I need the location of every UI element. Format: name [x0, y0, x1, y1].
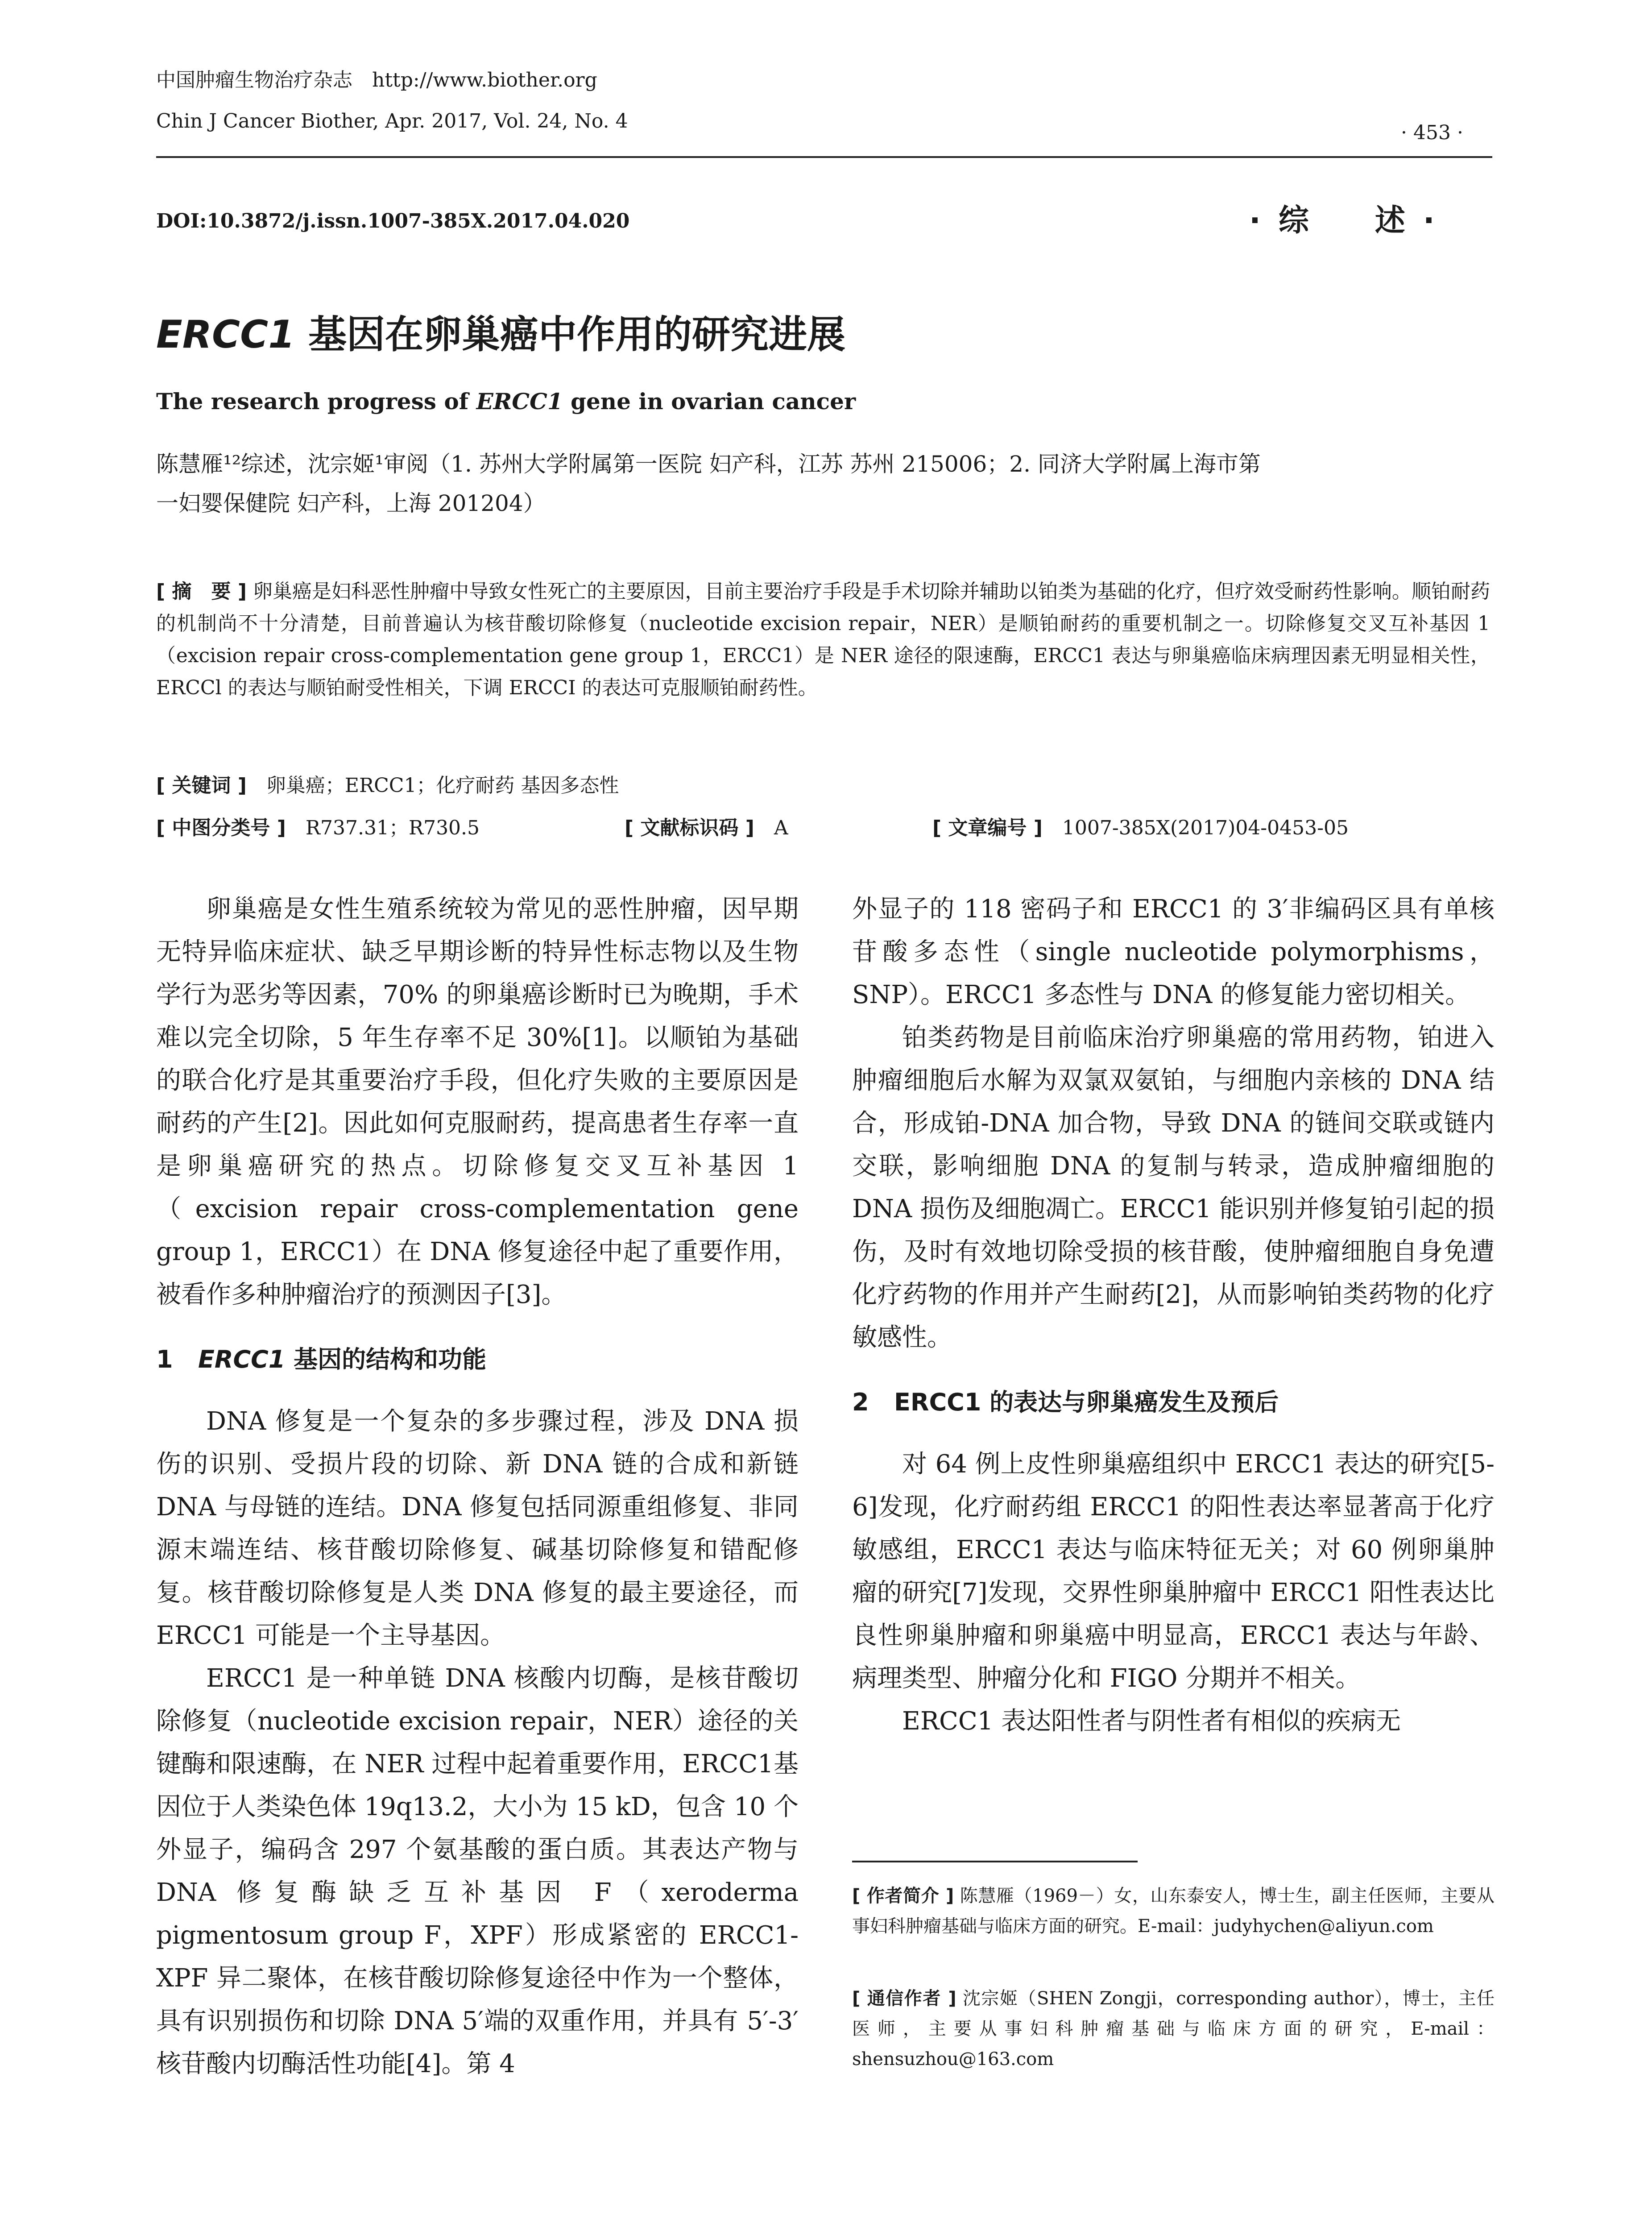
doc-code-value: A — [774, 817, 788, 839]
journal-header-en: Chin J Cancer Biother, Apr. 2017, Vol. 24, No. 4 — [156, 110, 628, 133]
en-title-gene: ERCC1 — [476, 388, 563, 415]
keywords-label: [ 关键词 ] — [156, 774, 247, 797]
clc — [156, 812, 480, 844]
page-number: · 453 · — [1401, 121, 1463, 144]
section-1-gene: ERCC1 — [198, 1345, 286, 1373]
footnote-rule — [852, 1861, 1138, 1862]
en-title-pre: The research progress of — [156, 388, 476, 415]
keywords — [156, 770, 619, 802]
doi: DOI:10.3872/j.issn.1007-385X.2017.04.020 — [156, 210, 630, 232]
abstract-text: 卵巢癌是妇科恶性肿瘤中导致女性死亡的主要原因，目前主要治疗手段是手术切除并辅助以铂类为基础的化疗，但疗效受耐药性影响。顺铂耐药的机制尚不十分清楚，目前普遍认为核苷酸切除修复（nucleotide excision repair，NER）是顺铂耐药的重要机制之一。切除修复交叉互补基因 1（excision repair cross-complementation gene group 1，ERCC1）是 NER 途径的限速酶，ERCC1 表达与卵巢癌临床病理因素无明显相关性，ERCCl 的表达与顺铂耐受性相关，下调 ERCCI 的表达可克服顺铂耐药性。 — [156, 580, 1491, 699]
abstract — [156, 576, 1490, 704]
header-rule — [156, 156, 1492, 158]
corresponding-author-text: 沈宗姬（SHEN Zongji，corresponding author），博士，主任医师，主要从事妇科肿瘤基础与临床方面的研究，E-mail：shensuzhou@163.com — [852, 1988, 1495, 2069]
article-title — [156, 303, 845, 359]
section-1-paragraph-1: DNA 修复是一个复杂的多步骤过程，涉及 DNA 损伤的识别、受损片段的切除、新 DNA 链的合成和新链 DNA 与母链的连结。DNA 修复包括同源重组修复、非同源末端连结、核苷酸切除修复、碱基切除修复和错配修复。核苷酸切除修复是人类 DNA 修复的最主要途径，而 ERCC1 可能是一个主导基因。 — [156, 1407, 799, 1650]
author-info-footnote — [852, 1881, 1495, 1941]
doc-code-label: [ 文献标识码 ] — [625, 817, 754, 839]
intro-paragraph: 卵巢癌是女性生殖系统较为常见的恶性肿瘤，因早期无特异临床症状、缺乏早期诊断的特异性标志物以及生物学行为恶劣等因素，70% 的卵巢癌诊断时已为晚期，手术难以完全切除，5 年生存率不足 30%[1]。以顺铂为基础的联合化疗是其重要治疗手段，但化疗失败的主要原因是耐药的产生[2]。因此如何克服耐药，提高患者生存率一直是卵巢癌研究的热点。切除修复交叉互补基因 1（excision repair cross-complementation gene group 1，ERCC1）在 DNA 修复途径中起了重要作用，被看作多种肿瘤治疗的预测因子[3]。 — [156, 895, 799, 1309]
clc-value: R737.31；R730.5 — [305, 817, 480, 839]
article-number-value: 1007-385X(2017)04-0453-05 — [1062, 817, 1349, 839]
authors-line-2: 一妇婴保健院 妇产科，上海 201204） — [156, 490, 546, 516]
section-1-heading — [156, 1339, 799, 1380]
corresponding-author-footnote — [852, 1983, 1495, 2074]
section-1-number: 1 — [156, 1345, 173, 1373]
right-column — [852, 888, 1495, 1743]
en-title-post: gene in ovarian cancer — [563, 388, 856, 415]
journal-header-cn: 中国肿瘤生物治疗杂志 http://www.biother.org — [156, 69, 597, 91]
section-2-number: 2 — [852, 1388, 869, 1416]
article-title-en — [156, 388, 856, 415]
section-tag: ·综 述· — [1249, 203, 1453, 238]
corresponding-author-label: [ 通信作者 ] — [852, 1988, 956, 2009]
section-2-paragraph-1: 对 64 例上皮性卵巢癌组织中 ERCC1 表达的研究[5-6]发现，化疗耐药组 ERCC1 的阳性表达率显著高于化疗敏感组，ERCC1 表达与临床特征无关；对 60 例卵巢肿瘤的研究[7]发现，交界性卵巢肿瘤中 ERCC1 阳性表达比良性卵巢肿瘤和卵巢癌中明显高，ERCC1 表达与年龄、病理类型、肿瘤分化和 FIGO 分期并不相关。 — [852, 1450, 1495, 1693]
author-info-label: [ 作者简介 ] — [852, 1886, 954, 1906]
left-column — [156, 888, 799, 2086]
authors — [156, 444, 1495, 523]
continued-paragraph: 外显子的 118 密码子和 ERCC1 的 3′非编码区具有单核苷酸多态性（single nucleotide polymorphisms，SNP）。ERCC1 多态性与 DNA 的修复能力密切相关。 — [852, 895, 1495, 1009]
doc-code — [625, 812, 788, 844]
article-number-label: [ 文章编号 ] — [932, 817, 1043, 839]
title-rest: 基因在卵巢癌中作用的研究进展 — [295, 312, 845, 357]
section-2-title: ERCC1 的表达与卵巢癌发生及预后 — [894, 1388, 1279, 1416]
section-2-paragraph-2: ERCC1 表达阳性者与阴性者有相似的疾病无 — [902, 1707, 1401, 1736]
platinum-paragraph: 铂类药物是目前临床治疗卵巢癌的常用药物，铂进入肿瘤细胞后水解为双氯双氨铂，与细胞内亲核的 DNA 结合，形成铂-DNA 加合物，导致 DNA 的链间交联或链内交联，影响细胞 DNA 的复制与转录，造成肿瘤细胞的 DNA 损伤及细胞凋亡。ERCC1 能识别并修复铂引起的损伤，及时有效地切除受损的核苷酸，使肿瘤细胞自身免遭化疗药物的作用并产生耐药[2]，从而影响铂类药物的化疗敏感性。 — [852, 1023, 1495, 1352]
section-2-heading — [852, 1382, 1495, 1422]
author-info-text: 陈慧雁（1969－）女，山东泰安人，博士生，副主任医师，主要从事妇科肿瘤基础与临床方面的研究。E-mail：judyhychen@aliyun.com — [852, 1886, 1495, 1937]
abstract-label: [ 摘 要 ] — [156, 580, 247, 603]
keywords-text: 卵巢癌；ERCC1；化疗耐药 基因多态性 — [266, 774, 619, 797]
authors-line-1: 陈慧雁¹²综述，沈宗姬¹审阅（1. 苏州大学附属第一医院 妇产科，江苏 苏州 215006；2. 同济大学附属上海市第 — [156, 451, 1261, 477]
section-1-paragraph-2: ERCC1 是一种单链 DNA 核酸内切酶，是核苷酸切除修复（nucleotide excision repair，NER）途径的关键酶和限速酶，在 NER 过程中起着重要作用，ERCC1基因位于人类染色体 19q13.2，大小为 15 kD，包含 10 个外显子，编码含 297 个氨基酸的蛋白质。其表达产物与 DNA 修复酶缺乏互补基因 F（xeroderma pigmentosum group F，XPF）形成紧密的 ERCC1-XPF 异二聚体，在核苷酸切除修复途径中作为一个整体，具有识别损伤和切除 DNA 5′端的双重作用，并具有 5′-3′核苷酸内切酶活性功能[4]。第 4 — [156, 1664, 799, 2078]
article-number — [932, 812, 1349, 844]
title-gene: ERCC1 — [156, 312, 295, 357]
clc-label: [ 中图分类号 ] — [156, 817, 286, 839]
section-1-title: 基因的结构和功能 — [285, 1345, 487, 1373]
